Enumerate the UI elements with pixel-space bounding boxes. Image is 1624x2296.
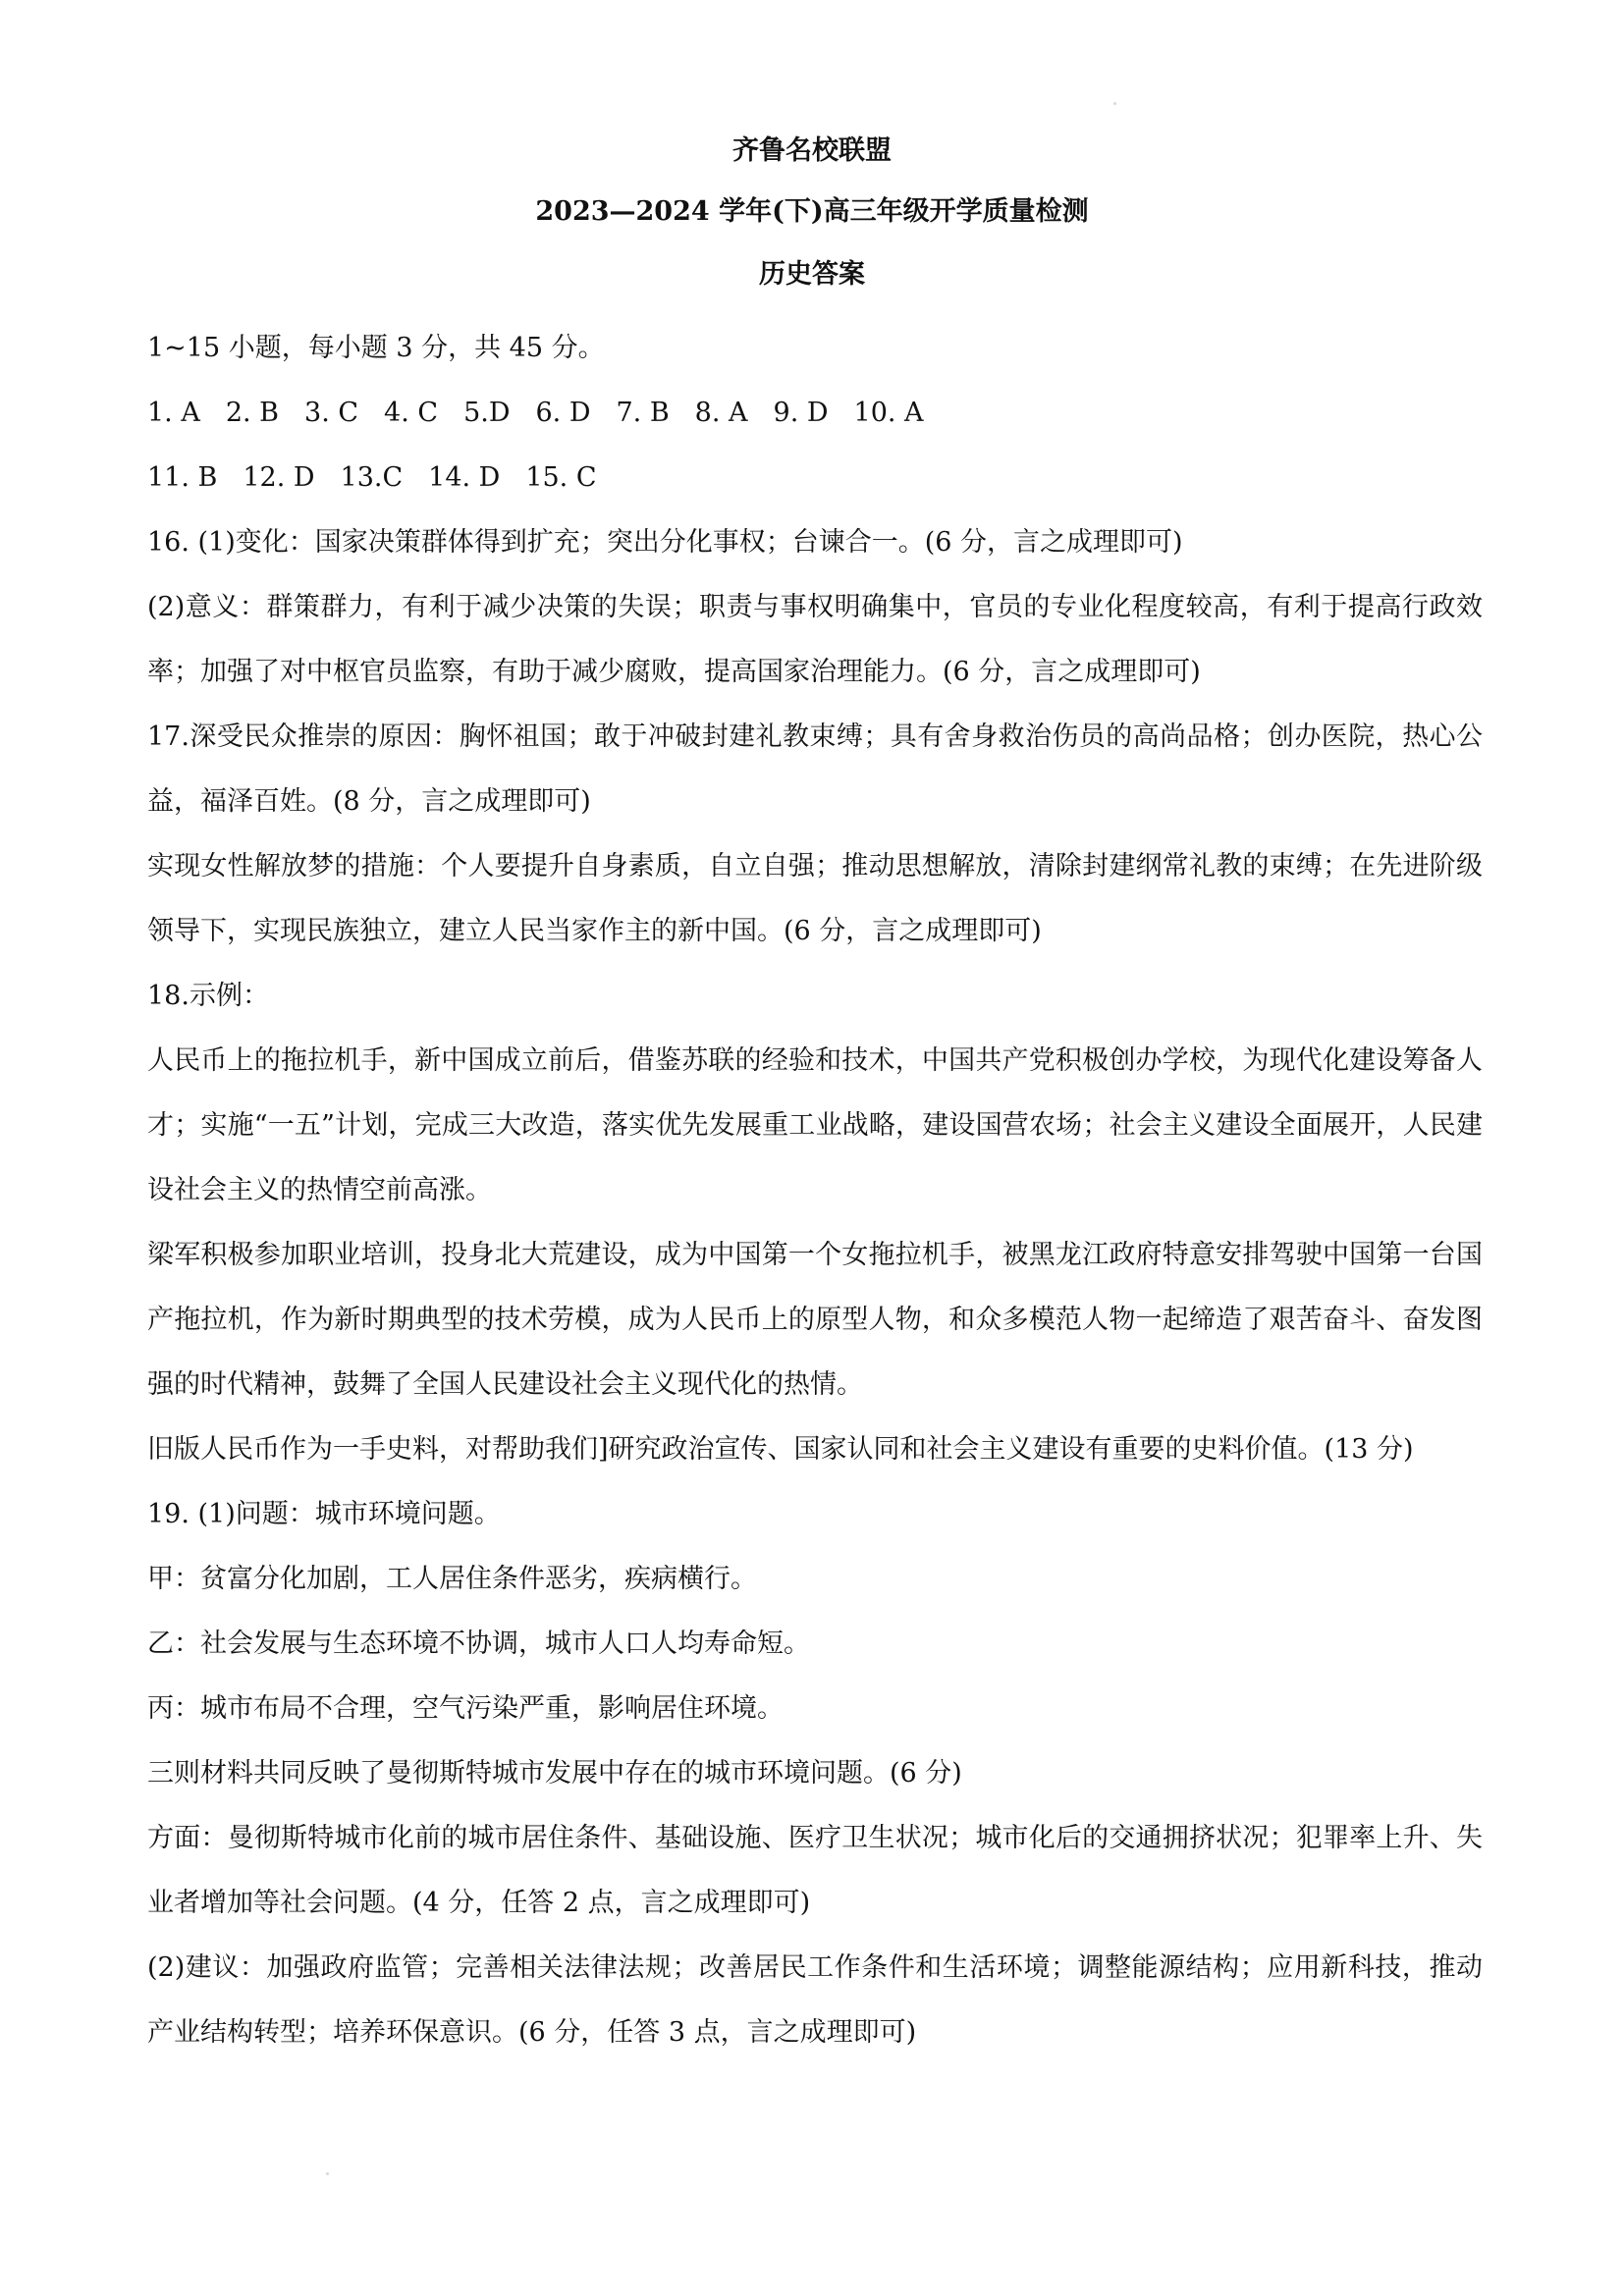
q18-paragraph-1: 人民币上的拖拉机手，新中国成立前后，借鉴苏联的经验和技术，中国共产党积极创办学校，为现代化建设筹备人才；实施“一五”计划，完成三大改造，落实优先发展重工业战略，建设国营农场；社会主义建设全面展开，人民建设社会主义的热情空前高涨。 xyxy=(147,1045,1483,1205)
q16-part1: 16. (1)变化：国家决策群体得到扩充；突出分化事权；台谏合一。(6 分，言之成理即可) xyxy=(147,527,1183,558)
q19-aspects: 方面：曼彻斯特城市化前的城市居住条件、基础设施、医疗卫生状况；城市化后的交通拥挤状况；犯罪率上升、失业者增加等社会问题。(4 分，任答 2 点，言之成理即可) xyxy=(147,1823,1483,1918)
choice-answer: 12. D xyxy=(243,462,315,493)
choice-answer: 2. B xyxy=(225,398,280,428)
choice-answer: 1. A xyxy=(147,398,200,428)
q19-material-a: 甲：贫富分化加剧，工人居住条件恶劣，疾病横行。 xyxy=(147,1564,757,1594)
header-exam-title: 2023—2024 学年(下)高三年级开学质量检测 xyxy=(535,196,1089,227)
choice-answer: 7. B xyxy=(616,398,670,428)
choice-answer: 9. D xyxy=(773,398,829,428)
scan-speck xyxy=(326,2172,329,2175)
choice-intro: 1~15 小题，每小题 3 分，共 45 分。 xyxy=(147,333,605,363)
choice-answer: 14. D xyxy=(428,462,501,493)
choice-answer: 4. C xyxy=(384,398,439,428)
scan-speck xyxy=(1113,102,1116,105)
q17-measures: 实现女性解放梦的措施：个人要提升自身素质，自立自强；推动思想解放，清除封建纲常礼教的束缚；在先进阶级领导下，实现民族独立，建立人民当家作主的新中国。(6 分，言之成理即可) xyxy=(147,851,1483,946)
q19-material-b: 乙：社会发展与生态环境不协调，城市人口人均寿命短。 xyxy=(147,1629,810,1659)
choice-answer: 11. B xyxy=(147,462,218,493)
q16-part2: (2)意义：群策群力，有利于减少决策的失误；职责与事权明确集中，官员的专业化程度较高，有利于提高行政效率；加强了对中枢官员监察，有助于减少腐败，提高国家治理能力。(6 分，言之成理即可) xyxy=(147,592,1483,687)
choice-answer: 6. D xyxy=(535,398,591,428)
q19-suggestions: (2)建议：加强政府监管；完善相关法律法规；改善居民工作条件和生活环境；调整能源结构；应用新科技，推动产业结构转型；培养环保意识。(6 分，任答 3 点，言之成理即可) xyxy=(147,1952,1483,2048)
q18-paragraph-2: 梁军积极参加职业培训，投身北大荒建设，成为中国第一个女拖拉机手，被黑龙江政府特意安排驾驶中国第一台国产拖拉机，作为新时期典型的技术劳模，成为人民币上的原型人物，和众多模范人物一起缔造了艰苦奋斗、奋发图强的时代精神，鼓舞了全国人民建设社会主义现代化的热情。 xyxy=(147,1240,1483,1400)
choice-answers-row-1 xyxy=(147,381,1483,446)
q19-material-c: 丙：城市布局不合理，空气污染严重，影响居住环境。 xyxy=(147,1693,784,1724)
choice-answer: 10. A xyxy=(853,398,924,428)
choice-answers-row-2 xyxy=(147,446,1483,510)
choice-answer: 15. C xyxy=(525,462,597,493)
q19-summary: 三则材料共同反映了曼彻斯特城市发展中存在的城市环境问题。(6 分) xyxy=(147,1758,962,1789)
header-org: 齐鲁名校联盟 xyxy=(732,135,892,166)
q18-paragraph-3: 旧版人民币作为一手史料，对帮助我们]研究政治宣传、国家认同和社会主义建设有重要的史料价值。(13 分) xyxy=(147,1434,1414,1465)
choice-answer: 13.C xyxy=(340,462,404,493)
header-subject: 历史答案 xyxy=(759,259,865,290)
choice-answer: 8. A xyxy=(694,398,748,428)
choice-answer: 3. C xyxy=(304,398,359,428)
q17-reasons: 17.深受民众推崇的原因：胸怀祖国；敢于冲破封建礼教束缚；具有舍身救治伤员的高尚品格；创办医院，热心公益，福泽百姓。(8 分，言之成理即可) xyxy=(147,721,1483,817)
choice-answer: 5.D xyxy=(463,398,511,428)
q19-problem: 19. (1)问题：城市环境问题。 xyxy=(147,1499,501,1529)
q18-heading: 18.示例： xyxy=(147,981,269,1011)
answer-content xyxy=(147,316,1483,2065)
